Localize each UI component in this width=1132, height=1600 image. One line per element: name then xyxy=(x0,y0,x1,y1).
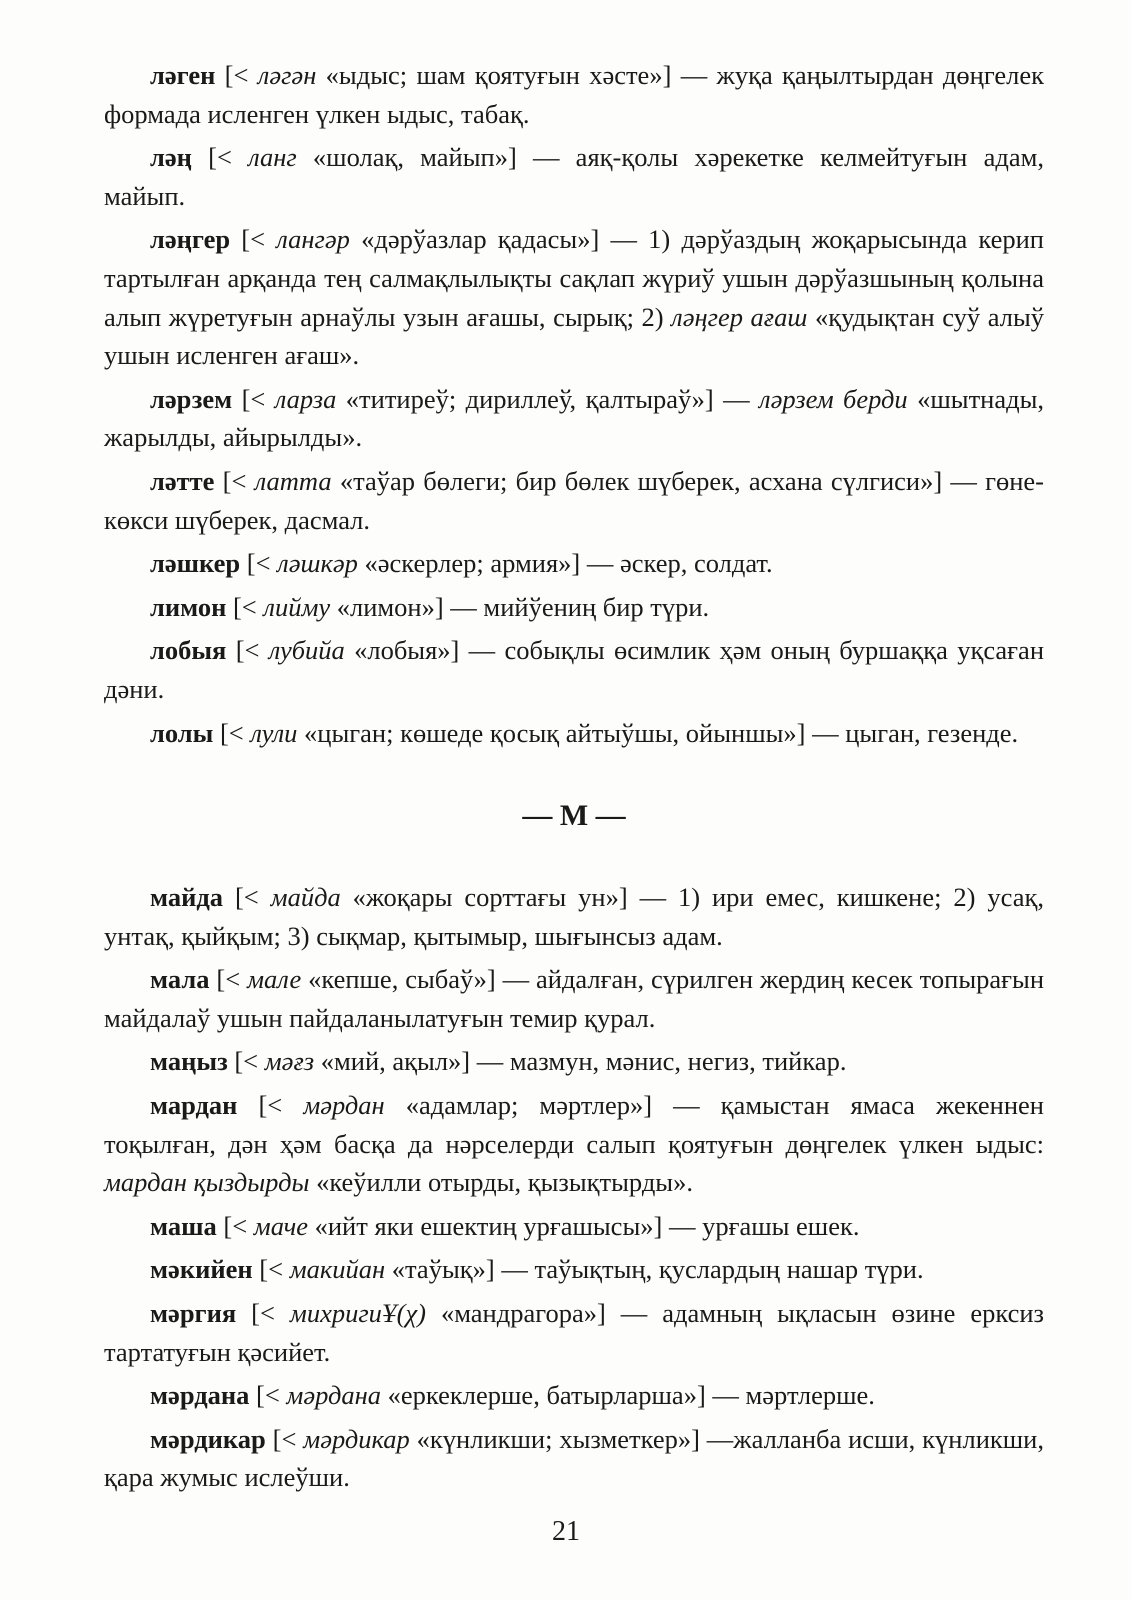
dictionary-entry xyxy=(104,1207,1044,1246)
dictionary-entry xyxy=(104,1086,1044,1202)
entry-headword: ләген xyxy=(150,60,216,90)
entry-definition: «күнликши; хызметкер»] —жалланба исши, күнликши, қара жумыс ислеўши. xyxy=(104,1423,1044,1493)
entry-definition: «мандрагора»] — адамның ықласын өзине ерксиз тартатуғын қәсийет. xyxy=(104,1298,1044,1367)
entry-etymon: мале xyxy=(247,964,302,995)
entry-etymon: лийму xyxy=(263,591,331,622)
entry-headword: маша xyxy=(150,1210,217,1241)
dictionary-entry xyxy=(104,960,1044,1037)
entry-headword: ләң xyxy=(150,142,192,173)
entry-example: ләрзем берди xyxy=(759,383,908,414)
entry-definition: «кепше, сыбаў»] — айдалған, сүрилген жердиң кесек топырағын майдалаў ушын пайдаланылатуғын темир қурал. xyxy=(104,964,1044,1033)
entry-etymon: ланг xyxy=(248,142,297,173)
dictionary-entry xyxy=(104,462,1044,539)
entry-etymon: лубийа xyxy=(268,635,345,666)
entry-bracket: [< xyxy=(236,1298,290,1329)
entry-headword: мәргия xyxy=(150,1298,237,1329)
entry-definition: «таўар бөлеги; бир бөлек шүберек, асхана сүлгиси»] — гөне-көкси шүберек, дасмал. xyxy=(104,465,1044,535)
entry-bracket: [< xyxy=(191,142,249,173)
entry-headword: лолы xyxy=(150,717,214,748)
dictionary-entry xyxy=(104,1250,1044,1289)
entry-definition: «ыдыс; шам қоятуғын хәсте»] — жуқа қаңылтырдан дөңгелек формада исленген үлкен ыдыс, табақ. xyxy=(104,60,1044,129)
entry-definition: «таўық»] — таўықтың, қуслардың нашар түри. xyxy=(385,1254,924,1285)
entry-example-gloss: «кеўилли отырды, қызықтырды». xyxy=(309,1167,693,1198)
entry-headword: мәкийен xyxy=(150,1254,253,1285)
entry-bracket: [< xyxy=(209,964,248,995)
entry-bracket: [< xyxy=(237,1090,304,1121)
dictionary-entry xyxy=(104,878,1044,955)
dictionary-entry xyxy=(104,380,1044,457)
dictionary-entry xyxy=(104,588,1044,627)
entry-bracket: [< xyxy=(216,1210,254,1241)
entry-definition: «ийт яки ешектиң урғашысы»] — урғашы ешек. xyxy=(308,1210,860,1241)
entry-definition: «еркеклерше, батырларша»] — мәртлерше. xyxy=(381,1380,875,1411)
entry-bracket: [< xyxy=(252,1254,290,1285)
entry-headword: ләшкер xyxy=(150,548,241,579)
entry-headword: майда xyxy=(150,882,224,913)
entry-headword: мәрдана xyxy=(150,1380,250,1411)
dictionary-entry xyxy=(104,1420,1044,1497)
entry-example: мардан қыздырды xyxy=(104,1167,310,1198)
entry-headword: лобыя xyxy=(150,635,227,666)
entry-headword: маңыз xyxy=(150,1046,228,1077)
entry-bracket: [< xyxy=(249,1380,287,1411)
dictionary-entry xyxy=(104,1042,1044,1081)
entry-etymon: майда xyxy=(270,882,341,913)
entry-headword: мардан xyxy=(150,1090,238,1121)
entry-etymon: ләгән xyxy=(257,60,317,90)
entry-bracket: [< xyxy=(232,383,275,414)
entry-etymon: мәғз xyxy=(264,1046,315,1077)
entries-before-section xyxy=(104,56,1044,752)
entry-etymon: мәрдан xyxy=(303,1090,385,1121)
entry-bracket: [< xyxy=(213,717,251,748)
entry-bracket: [< xyxy=(265,1423,304,1454)
entry-etymon: макийан xyxy=(289,1254,386,1285)
entry-example-gloss: «қудықтан суў алыў ушын исленген ағаш». xyxy=(104,301,1045,371)
entry-etymon: ләшкәр xyxy=(277,548,358,579)
page-number: 21 xyxy=(552,1516,580,1547)
entry-bracket: [< xyxy=(226,591,264,622)
page-content xyxy=(104,56,1044,1502)
entry-definition: «лимон»] — мийўениң бир түри. xyxy=(330,591,710,622)
entry-etymon: лангәр xyxy=(276,224,350,255)
section-letter-heading: — М — xyxy=(522,799,626,833)
entry-headword: мәрдикар xyxy=(150,1423,266,1454)
dictionary-entry xyxy=(104,220,1044,374)
entry-bracket: [< xyxy=(240,548,278,579)
entry-bracket: [< xyxy=(226,635,269,666)
entry-etymon: михригиҰ(χ) xyxy=(289,1298,426,1329)
entry-definition: «лобыя»] — собықлы өсимлик ҳәм оның буршаққа уқсаған дәни. xyxy=(104,635,1044,704)
entry-etymon: мәрдана xyxy=(286,1380,382,1411)
dictionary-entry xyxy=(104,631,1044,708)
dictionary-entry xyxy=(104,56,1044,133)
entry-bracket: [< xyxy=(227,1046,265,1077)
dictionary-entry xyxy=(104,714,1044,753)
entry-definition: «шолақ, майып»] — аяқ-қолы хәрекетке келмейтуғын адам, майып. xyxy=(104,142,1044,211)
entry-headword: ләңгер xyxy=(150,224,231,255)
entry-bracket: [< xyxy=(230,224,277,255)
entry-definition: «титиреў; дириллеў, қалтыраў»] — xyxy=(336,383,760,414)
entry-etymon: маче xyxy=(253,1210,308,1241)
entry-etymon: латта xyxy=(254,465,332,496)
entry-etymon: мәрдикар xyxy=(303,1423,410,1454)
entry-example: ләңгер ағаш xyxy=(671,301,808,332)
dictionary-entry xyxy=(104,1294,1044,1371)
entry-bracket: [< xyxy=(223,882,271,913)
entry-etymon: лули xyxy=(250,717,298,748)
entries-after-section xyxy=(104,878,1044,1497)
entry-definition: «мий, ақыл»] — мазмун, мәнис, негиз, тийкар. xyxy=(314,1046,847,1077)
dictionary-entry xyxy=(104,1376,1044,1415)
dictionary-entry xyxy=(104,138,1044,215)
entry-headword: лимон xyxy=(150,591,227,622)
entry-headword: ләтте xyxy=(150,465,215,496)
entry-headword: ләрзем xyxy=(150,383,233,414)
entry-bracket: [< xyxy=(214,465,255,496)
entry-definition: «дәрўазлар қадасы»] — 1) дәрўаздың жоқарысында керип тартылған арқанда тең салмақлылықты сақлап жүриў ушын дәрўазшының қолына алып жүретуғын арнаўлы узын ағашы, сырық; 2) xyxy=(104,224,1044,332)
entry-definition: «цыган; көшеде қосық айтыўшы, ойыншы»] — цыган, гезенде. xyxy=(297,717,1019,748)
entry-definition: «адамлар; мәртлер»] — қамыстан ямаса жекеннен тоқылған, дән ҳәм басқа да нәрселерди салып қоятуғын дөңгелек үлкен ыдыс: xyxy=(104,1090,1044,1159)
entry-definition: «әскерлер; армия»] — әскер, солдат. xyxy=(357,548,773,579)
entry-etymon: ларза xyxy=(274,383,337,414)
entry-bracket: [< xyxy=(215,60,258,90)
entry-headword: мала xyxy=(150,964,210,995)
entry-example-gloss: «шытнады, жарылды, айырылды». xyxy=(104,383,1044,453)
entry-definition: «жоқары сорттағы ун»] — 1) ири емес, кишкене; 2) усақ, унтақ, қыйқым; 3) сықмар, қытымыр, шығынсыз адам. xyxy=(104,882,1044,951)
dictionary-entry xyxy=(104,544,1044,583)
